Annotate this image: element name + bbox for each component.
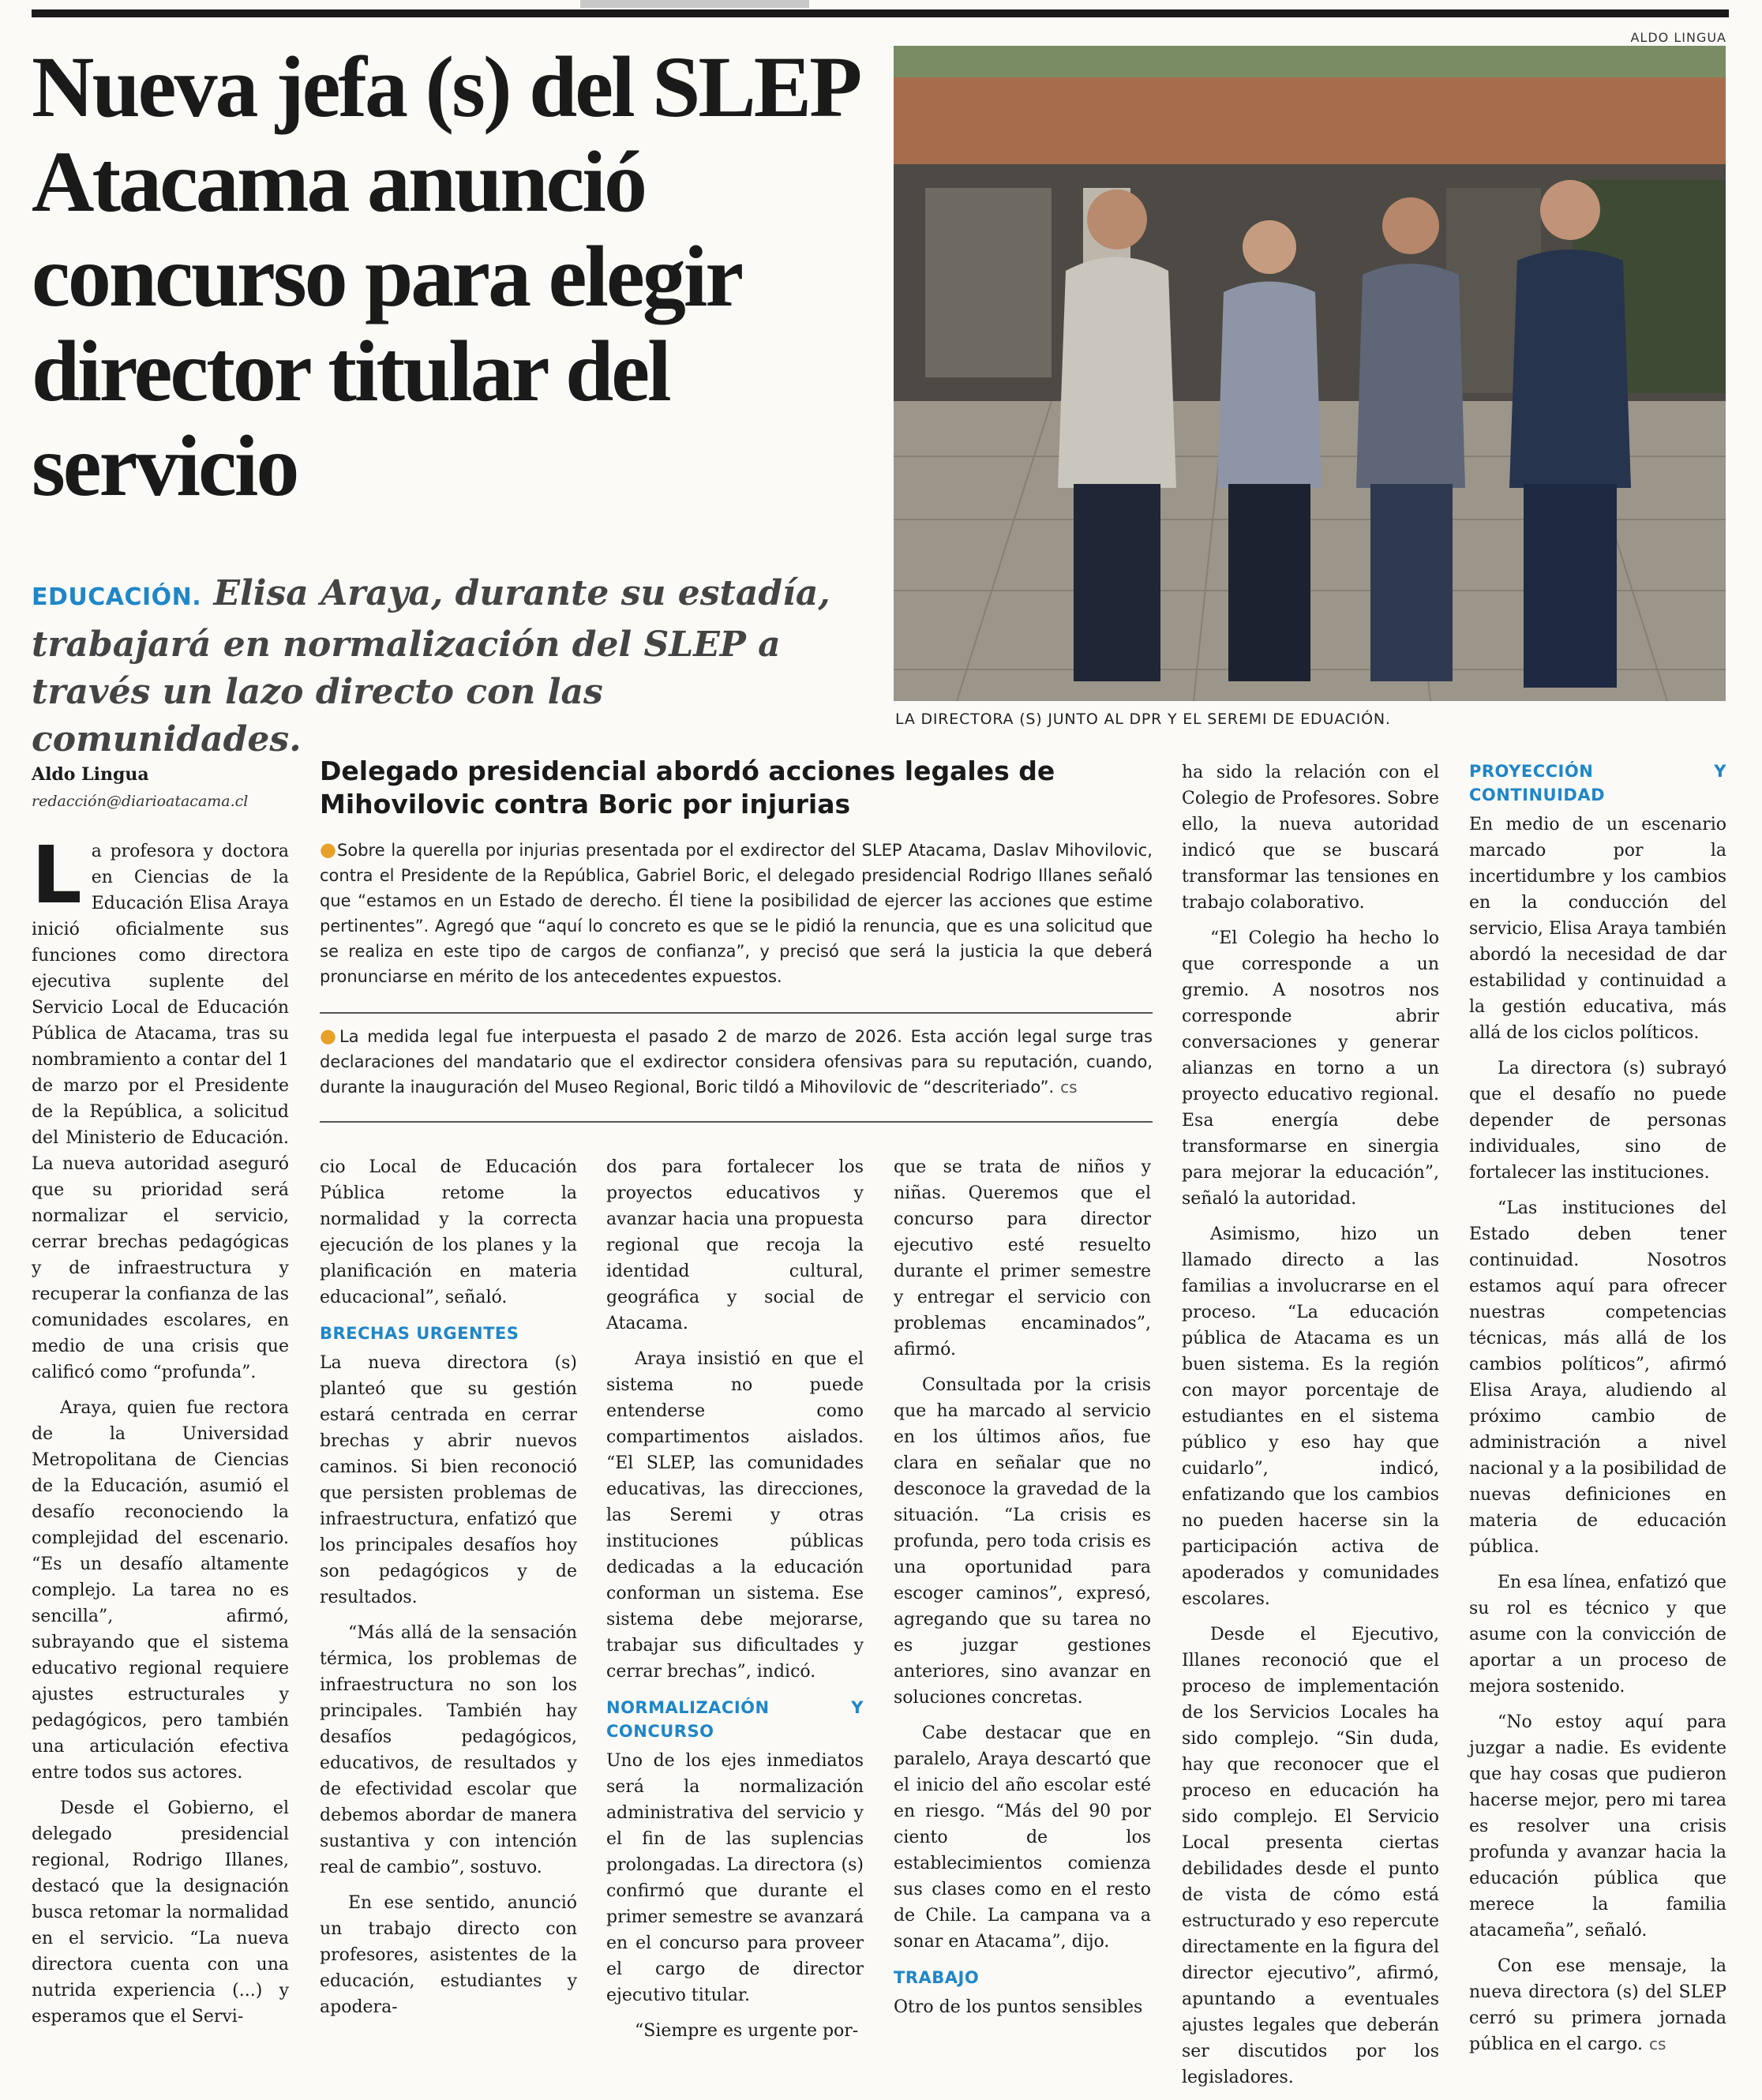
subheading: BRECHAS URGENTES [320, 1324, 519, 1343]
paragraph: Araya, quien fue rectora de la Universidad Metropolitana de Ciencias de la Educación, asumió el desafío reconociendo la complejidad del escenario. “Es un desafío altamente complejo. La tarea no es sencilla”, afirmó, subrayando que el sistema educativo regional requiere ajustes estructurales y pedagógicos, pero también una articulación efectiva entre todos sus actores. [32, 1398, 289, 1783]
paragraph: Otro de los puntos sensibles [894, 1997, 1143, 2017]
paragraph: que se trata de niños y niñas. Queremos que el concurso para director ejecutivo esté resuelto durante el primer semestre y entregar el servicio con problemas encaminados”, afirmó. [894, 1157, 1151, 1359]
paragraph: Uno de los ejes inmediatos será la normalización administrativa del servicio y el fin de las suplencias prolongadas. La directora (s) confirmó que durante el primer semestre se avanzará en el concurso para proveer el cargo de director ejecutivo titular. [606, 1751, 864, 2005]
top-rule [32, 9, 1729, 17]
bullet-icon: ● [320, 838, 338, 861]
article-column-2 [320, 1154, 577, 2030]
paragraph: Consultada por la crisis que ha marcado al servicio en los últimos años, fue clara en señalar que no desconoce la gravedad de la situación. “La crisis es profunda, pero toda crisis es una oportunidad para escoger caminos”, expresó, agregando que su tarea no es juzgar gestiones anteriores, sino avanzar en soluciones concretas. [894, 1375, 1151, 1708]
end-mark-icon: cs [1060, 1078, 1078, 1097]
sidebar-box-item: ●La medida legal fue interpuesta el pasado 2 de marzo de 2026. Esta acción legal surge tras declaraciones del mandatario que el exdirector considera ofensivas para su reputación, cuando, durante la inauguración del Museo Regional, Boric tildó a Mihovilovic de “descriteriado”. cs [320, 1025, 1153, 1097]
subheading: TRABAJO [894, 1968, 980, 1987]
paragraph: Con ese mensaje, la nueva directora (s) del SLEP cerró su primera jornada pública en el cargo. cs [1469, 1956, 1726, 2054]
sidebar-box-item: ●Sobre la querella por injurias presentada por el exdirector del SLEP Atacama, Daslav Mihovilovic, contra el Presidente de la República, Gabriel Boric, el delegado presidencial Rodrigo Illanes señaló que “estamos en un Estado de derecho. Él tiene la posibilidad de ejercer las acciones que estime pertinentes”. Agregó que “aquí lo concreto es que se le pidió la renuncia, que es una solicitud que se realiza en este tipo de cargos de confianza”, y precisó que será la justicia la que deberá pronunciarse en mérito de los antecedentes expuestos. [320, 838, 1153, 986]
lead-paragraph [32, 570, 884, 763]
paragraph: Cabe destacar que en paralelo, Araya descartó que el inicio del año escolar esté en riesgo. “Más del 90 por ciento de los establecimientos comienza sus clases como en el resto de Chile. La campana va a sonar en Atacama”, dijo. [894, 1723, 1151, 1952]
lead-text: Elisa Araya, durante su estadía, trabajará en normalización del SLEP a través un lazo directo con las comunidades. [32, 573, 830, 759]
article-column-4 [894, 1154, 1151, 2030]
paragraph: “Siempre es urgente por- [635, 2021, 859, 2041]
paragraph: “Más allá de la sensación térmica, los problemas de infraestructura no son los principales. También hay desafíos pedagógicos, educativos, de resultados y de efectividad escolar que debemos abordar de manera sustantiva y con intención real de cambio”, sostuvo. [320, 1623, 577, 1877]
headline: Nueva jefa (s) del SLEP Atacama anunció concurso para elegir director titular del servicio [32, 39, 856, 514]
paragraph: Desde el Gobierno, el delegado presidencial regional, Rodrigo Illanes, destacó que la designación busca retomar la normalidad en el servicio. “La nueva directora cuenta con una nutrida experiencia (...) y esperamos que el Servi- [32, 1798, 289, 2027]
paragraph: En esa línea, enfatizó que su rol es técnico y que asume con la convicción de aportar a un proceso de mejora sostenido. [1469, 1573, 1726, 1697]
paragraph: Araya insistió en que el sistema no puede entenderse como compartimentos aislados. “El SLEP, las comunidades educativas, las direcciones, las Seremi y otras instituciones públicas dedicadas a la educación conforman un sistema. Ese sistema debe mejorarse, trabajar sus dificultades y cerrar brechas”, indicó. [606, 1349, 864, 1682]
paragraph: dos para fortalecer los proyectos educativos y avanzar hacia una propuesta regional que recoja la identidad cultural, geográfica y social de Atacama. [606, 1157, 864, 1333]
section-kicker: EDUCACIÓN. [32, 583, 202, 611]
photo-caption: LA DIRECTORA (S) JUNTO AL DPR Y EL SEREMI DE EDUACIÓN. [895, 711, 1391, 728]
top-photo-strip [580, 0, 809, 8]
paragraph: La directora (s) subrayó que el desafío no puede depender de personas individuales, sino de fortalecer las instituciones. [1469, 1059, 1726, 1183]
article-column-1 [32, 829, 289, 2039]
paragraph: “El Colegio ha hecho lo que corresponde a un gremio. A nosotros nos corresponde abrir conversaciones y generar alianzas en torno a un proyecto educativo regional. Esa energía debe transformarse en sinergia para mejorar la educación”, señaló la autoridad. [1182, 928, 1439, 1209]
photo-credit: ALDO LINGUA [1630, 30, 1726, 45]
paragraph: “Las instituciones del Estado deben tener continuidad. Nosotros estamos aquí para ofrecer nuestras competencias técnicas, más allá de los cambios políticos”, afirmó Elisa Araya, aludiendo al próximo cambio de administración a nivel nacional y a la posibilidad de nuevas definiciones en materia de educación pública. [1469, 1198, 1726, 1557]
bullet-icon: ● [320, 1025, 339, 1047]
article-column-6 [1469, 759, 1726, 2067]
subheading: PROYECCIÓN Y CONTINUIDAD [1469, 762, 1726, 804]
sidebar-box-title: Delegado presidencial abordó acciones legales de Mihovilovic contra Boric por injurias [320, 756, 1055, 819]
news-photo [894, 46, 1726, 701]
photo-illustration [894, 46, 1726, 701]
byline-email: redacción@diarioatacama.cl [32, 793, 249, 810]
drop-cap: L [32, 829, 82, 921]
article-column-3 [606, 1154, 864, 2053]
paragraph: cio Local de Educación Pública retome la normalidad y la correcta ejecución de los planes y la planificación en materia educacional”, señaló. [320, 1157, 577, 1307]
box-divider [320, 1012, 1153, 1014]
paragraph: La nueva directora (s) planteó que su gestión estará centrada en cerrar brechas y abrir nuevos caminos. Si bien reconoció que persisten problemas de infraestructura, enfatizó que los principales desafíos hoy son pedagógicos y de resultados. [320, 1353, 577, 1607]
paragraph: ha sido la relación con el Colegio de Profesores. Sobre ello, la nueva autoridad indicó que se buscará transformar las tensiones en trabajo colaborativo. [1182, 763, 1439, 913]
person-2 [1217, 220, 1322, 681]
article-column-5 [1182, 759, 1439, 2100]
paragraph: Asimismo, hizo un llamado directo a las familias a involucrarse en el proceso. “La educación pública de Atacama es un buen sistema. Es la región con mayor porcentaje de estudiantes en el sistema público y eso hay que cuidarlo”, indicó, enfatizando que los cambios no pueden hacerse sin la participación activa de apoderados y comunidades escolares. [1182, 1224, 1439, 1609]
byline-author: Aldo Lingua [32, 764, 149, 785]
paragraph: En medio de un escenario marcado por la incertidumbre y los cambios en la conducción del servicio, Elisa Araya también abordó la necesidad de dar estabilidad y continuidad a la gestión educativa, más allá de los ciclos políticos. [1469, 815, 1726, 1043]
end-mark-icon: cs [1648, 2034, 1666, 2053]
box-bottom-rule [320, 1121, 1153, 1123]
paragraph: Desde el Ejecutivo, Illanes reconoció que el proceso de implementación de los Servicios Locales ha sido complejo. “Sin duda, hay que reconocer que el proceso en educación ha sido complejo. El Servicio Local presenta ciertas debilidades desde el punto de vista de cómo está estructurado y eso repercute directamente en la figura del director ejecutivo”, afirmó, apuntando a eventuales ajustes legales que deberán ser discutidos por los legisladores. [1182, 1625, 1439, 2087]
subheading: NORMALIZACIÓN Y CONCURSO [606, 1698, 864, 1741]
paragraph: a profesora y doctora en Ciencias de la Educación Elisa Araya inició oficialmente sus funciones como directora ejecutiva suplente del Servicio Local de Educación Pública de Atacama, tras su nombramiento a contar del 1 de marzo por el Presidente de la República, a solicitud del Ministerio de Educación. La nueva autoridad aseguró que su prioridad será normalizar el servicio, cerrar brechas pedagógicas y de infraestructura y recuperar la confianza de las comunidades escolares, en medio de una crisis que calificó como “profunda”. [32, 842, 289, 1382]
paragraph: “No estoy aquí para juzgar a nadie. Es evidente que hay cosas que pudieron hacerse mejor, pero mi tarea es resolver una crisis profunda y avanzar hacia la educación pública que merece la familia atacameña”, señaló. [1469, 1712, 1726, 1941]
paragraph: En ese sentido, anunció un trabajo directo con profesores, asistentes de la educación, estudiantes y apodera- [320, 1893, 577, 2017]
